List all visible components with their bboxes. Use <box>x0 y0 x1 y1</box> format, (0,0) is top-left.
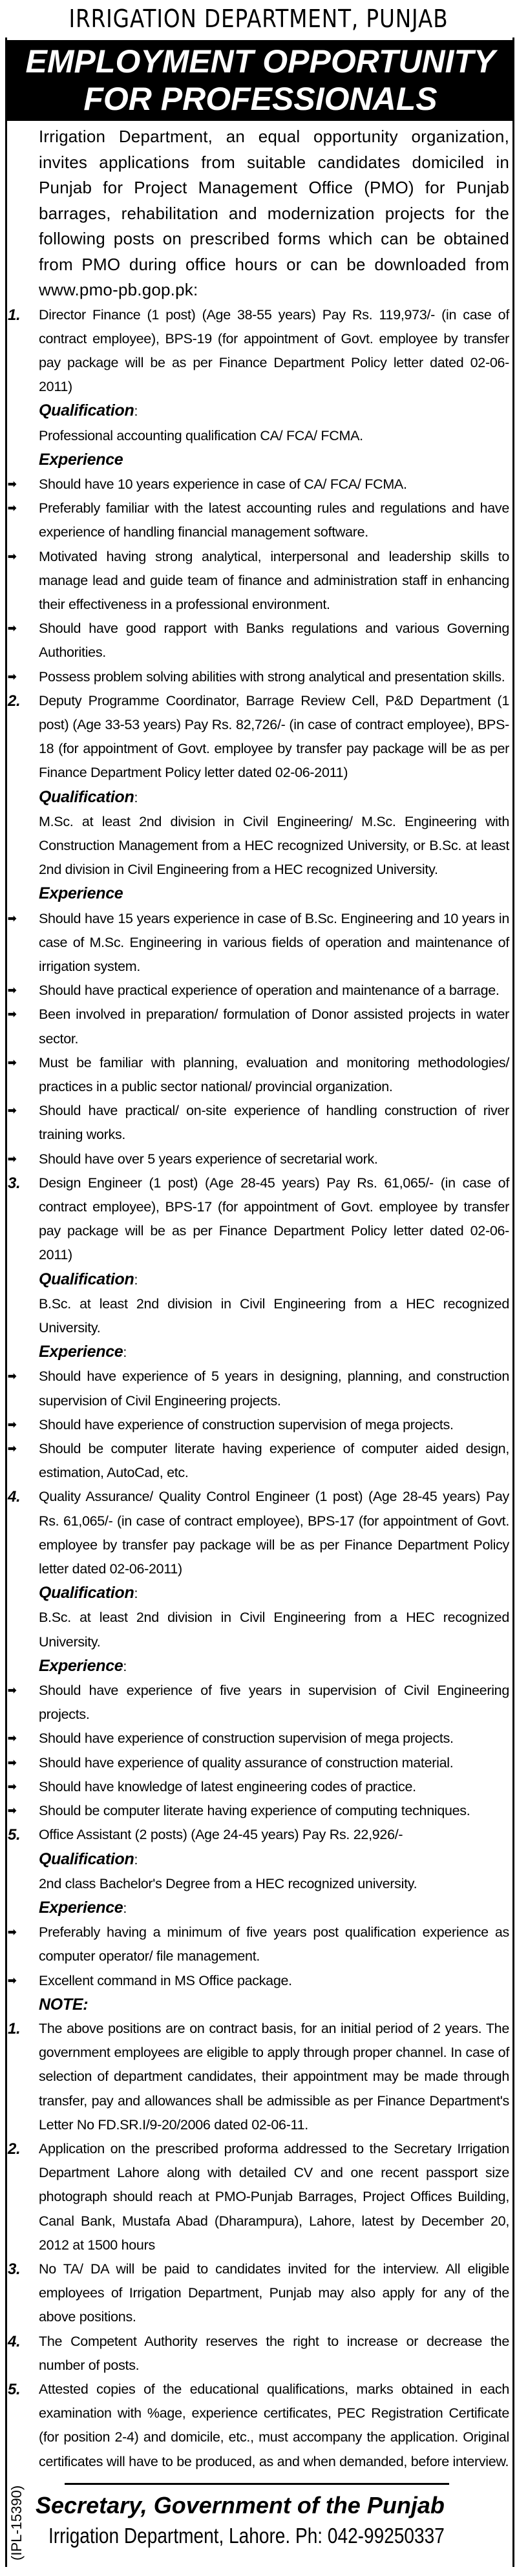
bullet-text: Should have practical experience of operation and maintenance of a barrage. <box>39 983 500 999</box>
experience-bullet <box>8 617 509 665</box>
experience-bullet <box>8 496 509 544</box>
note-heading: NOTE: <box>39 1995 89 2014</box>
post-number: 2. <box>8 692 21 710</box>
qualification-heading <box>39 399 509 423</box>
note-text: The above positions are on contract basis, for an initial period of 2 years. The government employees are eligible to apply through proper channel. In case of selection of department candidates, their appointment may be made through transfer, pay and allowances shall be admissible as per Finance Department's Letter No FD.SR.I/9-20/2006 dated 02-06-11. <box>39 2020 509 2133</box>
experience-colon: : <box>123 1345 127 1361</box>
experience-bullet <box>8 1799 509 1823</box>
post-title: Design Engineer (1 post) (Age 28-45 years) Pay Rs. 61,065/- (in case of contract employee), BPS-17 (for appointment of Govt. employee by transfer pay package will be as per Finance Department Policy letter dated 02-06-2011) <box>39 1175 509 1263</box>
post-5 <box>8 1823 509 1847</box>
experience-bullet <box>8 979 509 1003</box>
bullet-text: Should be computer literate having experience of computer aided design, estimation, AutoCad, etc. <box>39 1441 509 1481</box>
experience-bullet <box>8 1437 509 1485</box>
bullet-text: Should be computer literate having experience of computing techniques. <box>39 1803 470 1819</box>
arrow-bullet-icon: ➡ <box>8 1781 17 1793</box>
post-title: Deputy Programme Coordinator, Barrage Review Cell, P&D Department (1 post) (Age 33-53 years) Pay Rs. 82,726/- (in case of contract employee), BPS-18 (for appointment of Govt. employee by transfer pay package will be as per Finance Department Policy letter dated 02-06-2011) <box>39 692 509 781</box>
ad-code-holder <box>9 2483 26 2560</box>
arrow-bullet-icon: ➡ <box>8 1805 17 1817</box>
experience-label: Experience <box>39 884 123 903</box>
bullet-text: Should have practical/ on-site experience of handling construction of river training works. <box>39 1103 509 1143</box>
experience-label: Experience <box>39 1343 123 1361</box>
arrow-bullet-icon: ➡ <box>8 913 17 924</box>
note-2 <box>8 2137 509 2257</box>
bullet-text: Motivated having strong analytical, interpersonal and leadership skills to manage lead and guide team of finance and administration staff in enhancing their effectiveness in a professional environment. <box>39 548 509 612</box>
bullet-text: Should have experience of 5 years in designing, planning, and construction supervision of Civil Engineering projects. <box>39 1368 509 1409</box>
bullet-text: Possess problem solving abilities with strong analytical and presentation skills. <box>39 668 505 685</box>
bullet-text: Should have experience of five years in supervision of Civil Engineering projects. <box>39 1683 509 1723</box>
note-3 <box>8 2257 509 2330</box>
post-1 <box>8 303 509 399</box>
note-4 <box>8 2330 509 2378</box>
address-phone: Irrigation Department, Lahore. Ph: 042-99250337 <box>48 2523 445 2548</box>
bullet-text: Should have 10 years experience in case of CA/ FCA/ FCMA. <box>39 476 407 492</box>
experience-bullet <box>8 907 509 979</box>
arrow-bullet-icon: ➡ <box>8 503 17 515</box>
arrow-bullet-icon: ➡ <box>8 1371 17 1383</box>
arrow-bullet-icon: ➡ <box>8 1975 17 1986</box>
ad-body <box>8 124 509 2474</box>
arrow-bullet-icon: ➡ <box>8 1419 17 1431</box>
post-3 <box>8 1171 509 1268</box>
bullet-text: Must be familiar with planning, evaluation and monitoring methodologies/ practices in a public sector national/ provincial organization. <box>39 1054 509 1094</box>
experience-heading <box>39 1654 509 1679</box>
experience-colon: : <box>123 1900 127 1916</box>
note-1 <box>8 2017 509 2137</box>
post-title: Director Finance (1 post) (Age 38-55 years) Pay Rs. 119,973/- (in case of contract employee), BPS-19 (for appointment of Govt. employee by transfer pay package will be as per Finance Department Policy letter dated 02-06-2011) <box>39 306 509 395</box>
experience-bullet <box>8 1365 509 1412</box>
arrow-bullet-icon: ➡ <box>8 478 17 490</box>
arrow-bullet-icon: ➡ <box>8 985 17 997</box>
experience-bullet <box>8 1921 509 1968</box>
experience-bullet <box>8 1147 509 1171</box>
qualification-heading <box>39 1268 509 1292</box>
experience-label: Experience <box>39 1656 123 1675</box>
qualification-label: Qualification <box>39 401 134 420</box>
bullet-text: Preferably familiar with the latest accounting rules and regulations and have experience of handling financial management software. <box>39 500 509 540</box>
note-number: 1. <box>8 2019 21 2038</box>
qualification-text: Professional accounting qualification CA/ FCA/ FCMA. <box>39 427 363 443</box>
arrow-bullet-icon: ➡ <box>8 1153 17 1165</box>
post-2 <box>8 689 509 785</box>
experience-heading <box>39 1340 509 1365</box>
experience-bullet <box>8 545 509 617</box>
experience-bullet <box>8 1775 509 1799</box>
arrow-bullet-icon: ➡ <box>8 1757 17 1769</box>
experience-heading <box>39 882 509 906</box>
arrow-bullet-icon: ➡ <box>8 1009 17 1021</box>
qualification-text: B.Sc. at least 2nd division in Civil Engineering from a HEC recognized University. <box>39 1610 509 1650</box>
signature-block <box>0 2483 517 2560</box>
experience-label: Experience <box>39 450 123 469</box>
qualification-text: 2nd class Bachelor's Degree from a HEC recognized university. <box>39 1875 417 1891</box>
experience-bullet <box>8 665 509 689</box>
bullet-text: Should have experience of construction supervision of mega projects. <box>39 1416 454 1432</box>
arrow-bullet-icon: ➡ <box>8 671 17 683</box>
experience-heading <box>39 448 509 473</box>
arrow-bullet-icon: ➡ <box>8 1685 17 1697</box>
note-number: 3. <box>8 2260 21 2278</box>
qualification-colon: : <box>134 1586 138 1602</box>
qualification-heading <box>39 1847 509 1872</box>
note-text: Application on the prescribed proforma addressed to the Secretary Irrigation Department Lahore along with detailed CV and one recent passport size photograph should reach at PMO-Punjab Barrages, Project Offices Building, Canal Bank, Mustafa Abad (Dharampura), Lahore, latest by December 20, 2012 at 1500 hours <box>39 2140 509 2253</box>
qualification-colon: : <box>134 403 138 420</box>
post-title: Quality Assurance/ Quality Control Engineer (1 post) (Age 28-45 years) Pay Rs. 61,065/- (in case of contract employee), BPS-17 (for appointment of Govt. employee by transfer pay package will be as per Finance Department Policy letter dated 02-06-2011) <box>39 1489 509 1577</box>
signatory: Secretary, Government of the Punjab <box>36 2491 445 2518</box>
experience-bullet <box>8 1099 509 1147</box>
note-5 <box>8 2378 509 2474</box>
post-number: 4. <box>8 1488 21 1506</box>
qualification-colon: : <box>134 1851 138 1868</box>
qualification-label: Qualification <box>39 787 134 806</box>
note-text: No TA/ DA will be paid to candidates invited for the interview. All eligible employees of Irrigation Department, Punjab may also apply for any of the above positions. <box>39 2261 509 2325</box>
qualification-label: Qualification <box>39 1584 134 1602</box>
bullet-text: Preferably having a minimum of five years post qualification experience as computer operator/ file management. <box>39 1924 509 1964</box>
note-number: 5. <box>8 2380 21 2398</box>
arrow-bullet-icon: ➡ <box>8 1443 17 1455</box>
bullet-text: Should have knowledge of latest engineering codes of practice. <box>39 1778 416 1794</box>
qualification-label: Qualification <box>39 1270 134 1288</box>
note-number: 2. <box>8 2140 21 2158</box>
qualification-colon: : <box>134 789 138 805</box>
experience-bullet <box>8 473 509 496</box>
arrow-bullet-icon: ➡ <box>8 623 17 635</box>
bullet-text: Should have experience of construction supervision of mega projects. <box>39 1730 454 1747</box>
bullet-text: Should have experience of quality assurance of construction material. <box>39 1754 454 1771</box>
ad-code: (IPL-15390) <box>8 2485 25 2560</box>
headline-line-1: EMPLOYMENT OPPORTUNITY <box>25 43 496 80</box>
arrow-bullet-icon: ➡ <box>8 1057 17 1069</box>
headline-line-2: FOR PROFESSIONALS <box>83 81 438 117</box>
experience-bullet <box>8 1727 509 1751</box>
experience-bullet <box>8 1751 509 1775</box>
department-heading: IRRIGATION DEPARTMENT, PUNJAB <box>69 5 448 33</box>
arrow-bullet-icon: ➡ <box>8 1927 17 1939</box>
qualification-heading <box>39 1581 509 1606</box>
signature-divider <box>65 2483 449 2485</box>
note-text: Attested copies of the educational qualifications, marks obtained in each examination with %age, experience certificates, PEC Registration Certificate (for position 2-4) and domicile, etc., must accompany the application. Original certificates will have to be produced, as and when demanded, before interview. <box>39 2381 509 2469</box>
qualification-label: Qualification <box>39 1849 134 1868</box>
bullet-text: Should have over 5 years experience of secretarial work. <box>39 1151 378 1167</box>
experience-colon: : <box>123 1658 127 1674</box>
experience-bullet <box>8 1969 509 1993</box>
experience-bullet <box>8 1051 509 1099</box>
post-4 <box>8 1485 509 1581</box>
arrow-bullet-icon: ➡ <box>8 1733 17 1745</box>
qualification-heading <box>39 785 509 810</box>
arrow-bullet-icon: ➡ <box>8 551 17 562</box>
post-number: 1. <box>8 306 21 324</box>
post-title: Office Assistant (2 posts) (Age 24-45 years) Pay Rs. 22,926/- <box>39 1827 403 1843</box>
bullet-text: Excellent command in MS Office package. <box>39 1972 292 1988</box>
experience-bullet <box>8 1413 509 1437</box>
bullet-text: Been involved in preparation/ formulation of Donor assisted projects in water sector. <box>39 1006 509 1047</box>
experience-label: Experience <box>39 1898 123 1917</box>
bullet-text: Should have 15 years experience in case of B.Sc. Engineering and 10 years in case of M.Sc. Engineering in various fields of operation and maintenance of irrigation system. <box>39 910 509 974</box>
experience-bullet <box>8 1003 509 1050</box>
intro-paragraph: Irrigation Department, an equal opportunity organization, invites applications from suitable candidates domiciled in Punjab for Project Management Office (PMO) for Punjab barrages, rehabilitation and modernization projects for the following posts on prescribed forms which can be obtained from PMO during office hours or can be downloaded from www.pmo-pb.gop.pk: <box>39 127 509 299</box>
qualification-text: M.Sc. at least 2nd division in Civil Engineering/ M.Sc. Engineering with Construction Management from a HEC recognized University, or B.Sc. at least 2nd division in Civil Engineering from a HEC recognized University. <box>39 813 509 878</box>
post-number: 3. <box>8 1174 21 1192</box>
post-number: 5. <box>8 1826 21 1844</box>
note-number: 4. <box>8 2332 21 2350</box>
qualification-colon: : <box>134 1272 138 1288</box>
note-text: The Competent Authority reserves the right to increase or decrease the number of posts. <box>39 2333 509 2373</box>
experience-bullet <box>8 1679 509 1727</box>
experience-heading <box>39 1896 509 1921</box>
arrow-bullet-icon: ➡ <box>8 1105 17 1117</box>
bullet-text: Should have good rapport with Banks regulations and various Governing Authorities. <box>39 621 509 661</box>
qualification-text: B.Sc. at least 2nd division in Civil Engineering from a HEC recognized University. <box>39 1295 509 1336</box>
